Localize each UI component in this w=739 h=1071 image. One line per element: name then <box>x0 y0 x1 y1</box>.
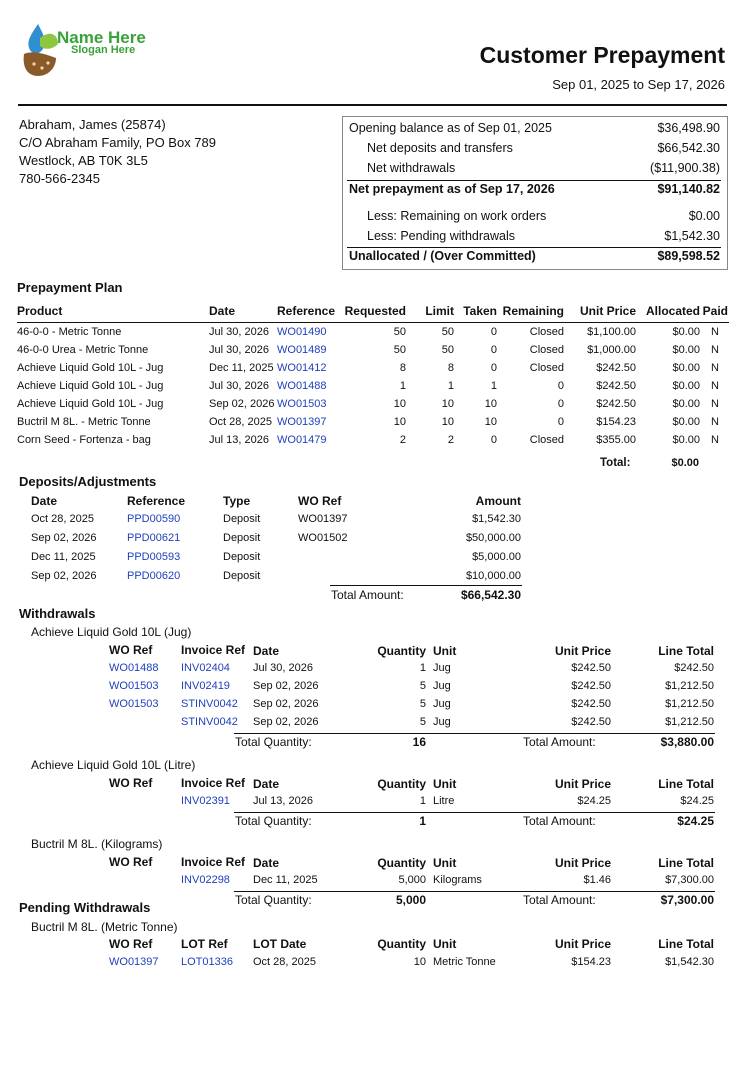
deposit-reference-link[interactable]: PPD00621 <box>127 532 181 544</box>
withdrawal-total-qty: 1 <box>419 814 426 828</box>
deposit-type: Deposit <box>223 551 261 563</box>
plan-paid: N <box>711 398 719 410</box>
plan-date: Oct 28, 2025 <box>209 416 272 428</box>
plan-requested: 50 <box>393 326 406 338</box>
deposits-total-label: Total Amount: <box>331 588 404 602</box>
plan-date: Jul 13, 2026 <box>209 434 269 446</box>
plan-paid: N <box>711 326 719 338</box>
withdrawal-line-total: $24.25 <box>680 795 714 807</box>
deposit-wo-ref: WO01397 <box>298 513 348 525</box>
withdrawal-invoice-ref-link[interactable]: INV02404 <box>181 662 230 674</box>
plan-unit-price: $242.50 <box>596 398 636 410</box>
report-date-range: Sep 01, 2025 to Sep 17, 2026 <box>552 77 725 92</box>
plan-taken: 1 <box>490 380 497 392</box>
deposits-header-reference: Reference <box>127 494 186 508</box>
withdrawal-unit-price: $242.50 <box>571 716 611 728</box>
plan-allocated: $0.00 <box>672 380 700 392</box>
withdrawal-header-invoice-ref: Invoice Ref <box>181 643 246 657</box>
pending-header-lot-ref: LOT Ref <box>181 937 228 951</box>
withdrawal-total-divider <box>234 733 715 734</box>
plan-allocated: $0.00 <box>672 344 700 356</box>
opening-balance-label: Opening balance as of Sep 01, 2025 <box>349 121 552 135</box>
plan-unit-price: $1,000.00 <box>587 344 636 356</box>
withdrawal-header-wo-ref: WO Ref <box>109 776 153 790</box>
deposit-date: Sep 02, 2026 <box>31 570 97 582</box>
plan-unit-price: $154.23 <box>596 416 636 428</box>
withdrawal-line-total: $7,300.00 <box>665 874 714 886</box>
plan-remaining: Closed <box>529 362 564 374</box>
customer-phone: 780-566-2345 <box>19 171 100 186</box>
withdrawal-group-name: Achieve Liquid Gold 10L (Litre) <box>31 758 196 772</box>
plan-limit: 8 <box>447 362 454 374</box>
pending-header-line-total: Line Total <box>658 937 714 951</box>
plan-unit-price: $355.00 <box>596 434 636 446</box>
withdrawal-header-quantity: Quantity <box>377 856 426 870</box>
withdrawal-group-name: Achieve Liquid Gold 10L (Jug) <box>31 625 192 639</box>
pending-group-name: Buctril M 8L. (Metric Tonne) <box>31 920 178 934</box>
plan-remaining: Closed <box>529 344 564 356</box>
plan-date: Sep 02, 2026 <box>209 398 275 410</box>
less-pending-label: Less: Pending withdrawals <box>367 229 515 243</box>
withdrawal-line-total: $242.50 <box>674 662 714 674</box>
plan-date: Jul 30, 2026 <box>209 344 269 356</box>
withdrawal-header-wo-ref: WO Ref <box>109 855 153 869</box>
deposit-amount: $1,542.30 <box>472 513 521 525</box>
plan-remaining: 0 <box>557 398 564 410</box>
plan-reference-link[interactable]: WO01489 <box>277 344 327 356</box>
withdrawal-date: Sep 02, 2026 <box>253 680 319 692</box>
withdrawal-header-unit: Unit <box>433 856 457 870</box>
plan-limit: 50 <box>441 326 454 338</box>
withdrawal-wo-ref-link[interactable]: WO01503 <box>109 698 159 710</box>
plan-reference-link[interactable]: WO01503 <box>277 398 327 410</box>
plan-header-paid: Paid <box>702 304 728 318</box>
plan-header-divider <box>17 322 729 323</box>
deposits-header-type: Type <box>223 494 251 508</box>
withdrawal-unit: Kilograms <box>433 874 482 886</box>
summary-divider-1 <box>347 180 721 181</box>
plan-total-label: Total: <box>600 457 631 469</box>
unallocated-value: $89,598.52 <box>657 249 720 263</box>
withdrawal-total-amt-label: Total Amount: <box>523 814 596 828</box>
withdrawal-header-quantity: Quantity <box>377 644 426 658</box>
plan-product: Buctril M 8L. - Metric Tonne <box>17 416 151 428</box>
plan-requested: 10 <box>393 398 406 410</box>
deposit-amount: $50,000.00 <box>465 532 521 544</box>
plan-taken: 0 <box>490 344 497 356</box>
net-deposits-value: $66,542.30 <box>657 141 720 155</box>
deposit-amount: $10,000.00 <box>465 570 521 582</box>
plan-paid: N <box>711 362 719 374</box>
pending-unit: Metric Tonne <box>433 956 496 968</box>
withdrawal-unit-price: $242.50 <box>571 680 611 692</box>
withdrawal-header-wo-ref: WO Ref <box>109 643 153 657</box>
plan-allocated: $0.00 <box>672 398 700 410</box>
withdrawal-total-qty-label: Total Quantity: <box>235 735 312 749</box>
plan-header-taken: Taken <box>463 304 497 318</box>
withdrawals-title: Withdrawals <box>19 606 96 621</box>
pending-lot-date: Oct 28, 2025 <box>253 956 316 968</box>
net-prepayment-value: $91,140.82 <box>657 182 720 196</box>
plan-product: Corn Seed - Fortenza - bag <box>17 434 151 446</box>
withdrawal-line-total: $1,212.50 <box>665 680 714 692</box>
withdrawal-wo-ref-link[interactable]: WO01503 <box>109 680 159 692</box>
withdrawal-header-date: Date <box>253 644 280 658</box>
pending-quantity: 10 <box>413 956 426 968</box>
withdrawal-header-date: Date <box>253 777 280 791</box>
withdrawal-header-line-total: Line Total <box>658 856 714 870</box>
company-logo <box>20 20 60 78</box>
withdrawal-unit-price: $1.46 <box>583 874 611 886</box>
withdrawal-header-invoice-ref: Invoice Ref <box>181 855 246 869</box>
withdrawal-invoice-ref-link[interactable]: INV02419 <box>181 680 230 692</box>
plan-unit-price: $242.50 <box>596 380 636 392</box>
withdrawal-total-amt-label: Total Amount: <box>523 735 596 749</box>
pending-header-wo-ref: WO Ref <box>109 937 153 951</box>
withdrawal-quantity: 5 <box>419 698 426 710</box>
deposit-type: Deposit <box>223 532 261 544</box>
plan-product: 46-0-0 Urea - Metric Tonne <box>17 344 149 356</box>
withdrawal-total-amt: $7,300.00 <box>660 893 714 907</box>
plan-allocated: $0.00 <box>672 326 700 338</box>
withdrawal-quantity: 1 <box>419 795 426 807</box>
withdrawal-header-quantity: Quantity <box>377 777 426 791</box>
plan-requested: 10 <box>393 416 406 428</box>
deposits-header-wo-ref: WO Ref <box>298 494 342 508</box>
withdrawal-date: Jul 30, 2026 <box>253 662 313 674</box>
plan-reference-link[interactable]: WO01488 <box>277 380 327 392</box>
plan-requested: 50 <box>393 344 406 356</box>
customer-name: Abraham, James (25874) <box>19 117 166 132</box>
plan-remaining: Closed <box>529 326 564 338</box>
withdrawal-unit-price: $242.50 <box>571 662 611 674</box>
withdrawal-quantity: 5,000 <box>398 874 426 886</box>
plan-header-limit: Limit <box>425 304 454 318</box>
report-title: Customer Prepayment <box>479 42 725 68</box>
plan-allocated: $0.00 <box>672 416 700 428</box>
pending-header-lot-date: LOT Date <box>253 937 307 951</box>
plan-product: 46-0-0 - Metric Tonne <box>17 326 122 338</box>
withdrawal-total-qty-label: Total Quantity: <box>235 893 312 907</box>
withdrawal-wo-ref-link[interactable]: WO01488 <box>109 662 159 674</box>
plan-reference-link[interactable]: WO01397 <box>277 416 327 428</box>
pending-title: Pending Withdrawals <box>19 900 151 915</box>
plan-date: Jul 30, 2026 <box>209 326 269 338</box>
header-divider <box>18 104 727 106</box>
plan-limit: 10 <box>441 398 454 410</box>
plan-reference-link[interactable]: WO01490 <box>277 326 327 338</box>
deposit-amount: $5,000.00 <box>472 551 521 563</box>
deposit-type: Deposit <box>223 570 261 582</box>
plan-requested: 8 <box>399 362 406 374</box>
company-name: Name Here <box>57 28 146 47</box>
plan-unit-price: $1,100.00 <box>587 326 636 338</box>
plan-limit: 50 <box>441 344 454 356</box>
plan-header-reference: Reference <box>277 304 336 318</box>
deposit-date: Oct 28, 2025 <box>31 513 94 525</box>
withdrawal-header-unit: Unit <box>433 644 457 658</box>
plan-paid: N <box>711 380 719 392</box>
withdrawal-unit: Jug <box>433 716 451 728</box>
plan-reference-link[interactable]: WO01479 <box>277 434 327 446</box>
withdrawal-date: Sep 02, 2026 <box>253 716 319 728</box>
customer-address <box>19 116 216 188</box>
less-work-orders-value: $0.00 <box>688 209 720 223</box>
plan-allocated: $0.00 <box>672 434 700 446</box>
summary-divider-2 <box>347 247 721 248</box>
withdrawal-line-total: $1,212.50 <box>665 698 714 710</box>
deposit-wo-ref: WO01502 <box>298 532 348 544</box>
pending-header-quantity: Quantity <box>377 937 426 951</box>
plan-remaining: 0 <box>557 416 564 428</box>
plan-limit: 10 <box>441 416 454 428</box>
withdrawal-unit: Litre <box>433 795 455 807</box>
plan-date: Jul 30, 2026 <box>209 380 269 392</box>
withdrawal-header-unit-price: Unit Price <box>554 777 611 791</box>
plan-header-remaining: Remaining <box>502 304 564 318</box>
net-withdrawals-label: Net withdrawals <box>367 161 456 175</box>
plan-paid: N <box>711 434 719 446</box>
deposit-reference-link[interactable]: PPD00593 <box>127 551 181 563</box>
withdrawal-unit: Jug <box>433 680 451 692</box>
withdrawal-quantity: 5 <box>419 716 426 728</box>
withdrawal-header-unit-price: Unit Price <box>554 856 611 870</box>
withdrawal-total-amt: $24.25 <box>677 814 714 828</box>
withdrawal-header-line-total: Line Total <box>658 644 714 658</box>
plan-taken: 0 <box>490 326 497 338</box>
withdrawal-total-qty: 16 <box>412 735 426 749</box>
plan-taken: 10 <box>484 398 497 410</box>
plan-taken: 10 <box>484 416 497 428</box>
plan-limit: 1 <box>447 380 454 392</box>
plan-product: Achieve Liquid Gold 10L - Jug <box>17 380 164 392</box>
plan-taken: 0 <box>490 362 497 374</box>
pending-header-unit: Unit <box>433 937 457 951</box>
pending-lot-ref-link[interactable]: LOT01336 <box>181 956 233 968</box>
unallocated-label: Unallocated / (Over Committed) <box>349 249 536 263</box>
withdrawal-header-unit-price: Unit Price <box>554 644 611 658</box>
deposits-header-date: Date <box>31 494 58 508</box>
plan-paid: N <box>711 344 719 356</box>
plan-remaining: Closed <box>529 434 564 446</box>
withdrawal-header-date: Date <box>253 856 280 870</box>
plan-header-product: Product <box>17 304 63 318</box>
withdrawal-line-total: $1,212.50 <box>665 716 714 728</box>
withdrawal-header-line-total: Line Total <box>658 777 714 791</box>
plan-header-unit-price: Unit Price <box>579 304 636 318</box>
plan-header-allocated: Allocated <box>645 304 700 318</box>
plan-product: Achieve Liquid Gold 10L - Jug <box>17 398 164 410</box>
deposit-date: Sep 02, 2026 <box>31 532 97 544</box>
deposit-date: Dec 11, 2025 <box>31 551 96 563</box>
deposit-type: Deposit <box>223 513 261 525</box>
withdrawal-group-name: Buctril M 8L. (Kilograms) <box>31 837 163 851</box>
opening-balance-value: $36,498.90 <box>657 121 720 135</box>
deposits-total-value: $66,542.30 <box>460 588 521 602</box>
plan-date: Dec 11, 2025 <box>209 362 274 374</box>
customer-address-line2: Westlock, AB T0K 3L5 <box>19 153 148 168</box>
balance-summary-box <box>342 116 728 270</box>
withdrawal-invoice-ref-link[interactable]: STINV0042 <box>181 716 238 728</box>
withdrawal-total-qty-label: Total Quantity: <box>235 814 312 828</box>
pending-unit-price: $154.23 <box>571 956 611 968</box>
deposit-reference-link[interactable]: PPD00620 <box>127 570 181 582</box>
net-prepayment-label: Net prepayment as of Sep 17, 2026 <box>349 182 555 196</box>
withdrawal-date: Jul 13, 2026 <box>253 795 313 807</box>
plan-reference-link[interactable]: WO01412 <box>277 362 327 374</box>
plan-header-requested: Requested <box>344 304 406 318</box>
withdrawal-total-amt-label: Total Amount: <box>523 893 596 907</box>
plan-product: Achieve Liquid Gold 10L - Jug <box>17 362 164 374</box>
plan-total-value: $0.00 <box>671 457 699 469</box>
pending-header-unit-price: Unit Price <box>554 937 611 951</box>
withdrawal-quantity: 1 <box>419 662 426 674</box>
withdrawal-quantity: 5 <box>419 680 426 692</box>
plan-limit: 2 <box>447 434 454 446</box>
plan-header-date: Date <box>209 304 236 318</box>
less-work-orders-label: Less: Remaining on work orders <box>367 209 547 223</box>
deposits-title: Deposits/Adjustments <box>19 474 157 489</box>
withdrawal-total-divider <box>234 891 715 892</box>
withdrawal-invoice-ref-link[interactable]: INV02298 <box>181 874 230 886</box>
withdrawal-total-amt: $3,880.00 <box>660 735 714 749</box>
withdrawal-date: Dec 11, 2025 <box>253 874 318 886</box>
withdrawal-invoice-ref-link[interactable]: STINV0042 <box>181 698 238 710</box>
prepayment-plan-title: Prepayment Plan <box>17 280 123 295</box>
customer-address-line1: C/O Abraham Family, PO Box 789 <box>19 135 216 150</box>
less-pending-value: $1,542.30 <box>664 229 720 243</box>
plan-taken: 0 <box>490 434 497 446</box>
plan-allocated: $0.00 <box>672 362 700 374</box>
withdrawal-unit-price: $24.25 <box>577 795 611 807</box>
withdrawal-header-unit: Unit <box>433 777 457 791</box>
withdrawal-total-qty: 5,000 <box>395 893 426 907</box>
plan-remaining: 0 <box>557 380 564 392</box>
withdrawal-invoice-ref-link[interactable]: INV02391 <box>181 795 230 807</box>
withdrawal-unit: Jug <box>433 662 451 674</box>
net-withdrawals-value: ($11,900.38) <box>650 161 720 175</box>
withdrawal-date: Sep 02, 2026 <box>253 698 319 710</box>
withdrawal-unit-price: $242.50 <box>571 698 611 710</box>
deposit-reference-link[interactable]: PPD00590 <box>127 513 181 525</box>
plan-unit-price: $242.50 <box>596 362 636 374</box>
plan-requested: 1 <box>399 380 406 392</box>
pending-line-total: $1,542.30 <box>665 956 714 968</box>
deposits-header-amount: Amount <box>475 494 521 508</box>
net-deposits-label: Net deposits and transfers <box>367 141 513 155</box>
plan-paid: N <box>711 416 719 428</box>
company-slogan: Slogan Here <box>71 44 136 56</box>
deposits-total-divider <box>330 585 522 586</box>
withdrawal-unit: Jug <box>433 698 451 710</box>
plan-requested: 2 <box>399 434 406 446</box>
pending-wo-ref-link[interactable]: WO01397 <box>109 956 159 968</box>
withdrawal-header-invoice-ref: Invoice Ref <box>181 776 246 790</box>
withdrawal-total-divider <box>234 812 715 813</box>
